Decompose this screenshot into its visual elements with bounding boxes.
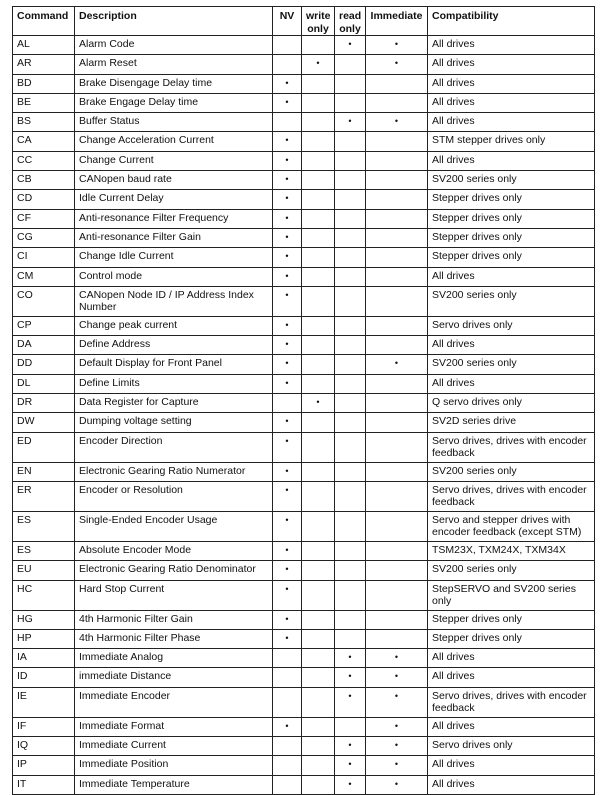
cell-compatibility: All drives [428,668,595,687]
cell-command: CC [13,151,75,170]
cell-nv: • [273,209,302,228]
cell-nv: • [273,511,302,541]
cell-nv: • [273,74,302,93]
cell-write-only [302,151,335,170]
cell-compatibility: Stepper drives only [428,190,595,209]
cell-write-only [302,462,335,481]
cell-immediate: • [366,55,428,74]
table-row [13,610,595,629]
table-row [13,432,595,462]
cell-nv: • [273,151,302,170]
cell-write-only [302,286,335,316]
table-row [13,55,595,74]
cell-nv [273,394,302,413]
cell-immediate [366,336,428,355]
table-row [13,171,595,190]
cell-compatibility: All drives [428,36,595,55]
cell-compatibility: All drives [428,74,595,93]
cell-description: Encoder Direction [75,432,273,462]
cell-command: ID [13,668,75,687]
cell-compatibility: TSM23X, TXM24X, TXM34X [428,541,595,560]
table-row [13,316,595,335]
table-row [13,151,595,170]
cell-read-only: • [335,113,366,132]
cell-description: 4th Harmonic Filter Gain [75,610,273,629]
cell-immediate [366,286,428,316]
cell-command: DW [13,413,75,432]
cell-description: Brake Disengage Delay time [75,74,273,93]
cell-immediate: • [366,717,428,736]
header-command: Command [13,7,75,36]
cell-compatibility: All drives [428,649,595,668]
cell-write-only [302,413,335,432]
cell-read-only: • [335,36,366,55]
table-row [13,336,595,355]
cell-write-only [302,113,335,132]
table-row [13,668,595,687]
cell-immediate [366,93,428,112]
cell-compatibility: All drives [428,336,595,355]
header-description: Description [75,7,273,36]
cell-read-only [335,629,366,648]
cell-description: Absolute Encoder Mode [75,541,273,560]
cell-compatibility: StepSERVO and SV200 series only [428,580,595,610]
cell-write-only [302,374,335,393]
cell-write-only [302,171,335,190]
cell-nv: • [273,717,302,736]
cell-immediate [366,511,428,541]
cell-read-only [335,511,366,541]
cell-description: Idle Current Delay [75,190,273,209]
cell-nv: • [273,610,302,629]
cell-command: IF [13,717,75,736]
cell-nv: • [273,93,302,112]
table-row [13,649,595,668]
cell-write-only [302,228,335,247]
cell-nv: • [273,374,302,393]
table-row [13,541,595,560]
cell-immediate [366,629,428,648]
cell-read-only [335,132,366,151]
cell-write-only [302,190,335,209]
cell-compatibility: Stepper drives only [428,610,595,629]
cell-write-only [302,717,335,736]
cell-command: CF [13,209,75,228]
cell-description: CANopen baud rate [75,171,273,190]
cell-compatibility: Q servo drives only [428,394,595,413]
cell-immediate [366,171,428,190]
cell-read-only [335,209,366,228]
cell-write-only [302,580,335,610]
cell-compatibility: Servo and stepper drives with encoder feedback (except STM) [428,511,595,541]
cell-compatibility: SV200 series only [428,561,595,580]
cell-description: Default Display for Front Panel [75,355,273,374]
cell-write-only [302,668,335,687]
cell-compatibility: SV200 series only [428,355,595,374]
cell-read-only [335,561,366,580]
table-row [13,113,595,132]
cell-immediate: • [366,649,428,668]
cell-nv: • [273,580,302,610]
cell-immediate: • [366,668,428,687]
cell-immediate [366,610,428,629]
cell-nv [273,55,302,74]
table-row [13,132,595,151]
cell-compatibility: All drives [428,55,595,74]
cell-read-only: • [335,775,366,794]
cell-command: CI [13,248,75,267]
cell-immediate [366,481,428,511]
cell-read-only: • [335,756,366,775]
cell-read-only: • [335,649,366,668]
cell-description: Encoder or Resolution [75,481,273,511]
cell-nv: • [273,413,302,432]
cell-nv: • [273,629,302,648]
cell-description: Electronic Gearing Ratio Denominator [75,561,273,580]
cell-write-only: • [302,394,335,413]
cell-write-only [302,561,335,580]
cell-read-only [335,413,366,432]
cell-immediate [366,413,428,432]
cell-description: Alarm Reset [75,55,273,74]
cell-description: immediate Distance [75,668,273,687]
cell-command: BD [13,74,75,93]
cell-command: HG [13,610,75,629]
cell-compatibility: All drives [428,717,595,736]
cell-nv: • [273,355,302,374]
table-row [13,737,595,756]
cell-command: DA [13,336,75,355]
cell-write-only [302,336,335,355]
cell-nv: • [273,228,302,247]
cell-compatibility: All drives [428,374,595,393]
cell-write-only [302,541,335,560]
table-row [13,580,595,610]
cell-command: ED [13,432,75,462]
cell-description: Immediate Temperature [75,775,273,794]
cell-description: Control mode [75,267,273,286]
table-row [13,228,595,247]
cell-command: IE [13,687,75,717]
cell-nv [273,775,302,794]
cell-compatibility: All drives [428,756,595,775]
cell-command: HP [13,629,75,648]
cell-read-only [335,432,366,462]
cell-immediate [366,209,428,228]
cell-write-only [302,209,335,228]
cell-read-only [335,394,366,413]
cell-command: EU [13,561,75,580]
header-read-only: read only [335,7,366,36]
table-row [13,462,595,481]
cell-read-only [335,55,366,74]
cell-description: Immediate Format [75,717,273,736]
cell-description: Change peak current [75,316,273,335]
cell-nv: • [273,481,302,511]
table-row [13,36,595,55]
cell-nv: • [273,171,302,190]
table-row [13,93,595,112]
header-compatibility: Compatibility [428,7,595,36]
cell-description: Immediate Analog [75,649,273,668]
cell-compatibility: Servo drives, drives with encoder feedback [428,432,595,462]
table-row [13,190,595,209]
cell-command: ES [13,511,75,541]
cell-compatibility: Servo drives only [428,316,595,335]
cell-nv [273,756,302,775]
cell-read-only [335,228,366,247]
cell-write-only [302,629,335,648]
table-row [13,74,595,93]
cell-compatibility: SV200 series only [428,171,595,190]
cell-compatibility: All drives [428,113,595,132]
table-row [13,248,595,267]
table-row [13,561,595,580]
cell-description: CANopen Node ID / IP Address Index Number [75,286,273,316]
cell-write-only [302,248,335,267]
cell-nv: • [273,248,302,267]
cell-nv: • [273,316,302,335]
table-row [13,756,595,775]
cell-write-only [302,610,335,629]
cell-immediate [366,248,428,267]
cell-read-only [335,481,366,511]
cell-read-only [335,717,366,736]
cell-read-only [335,374,366,393]
cell-write-only [302,511,335,541]
cell-description: Buffer Status [75,113,273,132]
cell-compatibility: All drives [428,151,595,170]
cell-write-only [302,481,335,511]
cell-read-only [335,74,366,93]
cell-immediate [366,561,428,580]
cell-nv: • [273,132,302,151]
cell-read-only: • [335,687,366,717]
cell-compatibility: Stepper drives only [428,209,595,228]
table-row [13,629,595,648]
cell-immediate [366,151,428,170]
table-row [13,355,595,374]
cell-command: DR [13,394,75,413]
cell-read-only [335,286,366,316]
cell-command: CD [13,190,75,209]
cell-command: AR [13,55,75,74]
cell-write-only [302,649,335,668]
cell-nv [273,113,302,132]
cell-write-only [302,737,335,756]
cell-nv: • [273,190,302,209]
cell-nv: • [273,541,302,560]
cell-read-only [335,93,366,112]
cell-read-only [335,248,366,267]
table-body [13,36,595,795]
cell-read-only [335,151,366,170]
cell-command: DD [13,355,75,374]
cell-immediate [366,228,428,247]
cell-compatibility: All drives [428,267,595,286]
cell-description: Immediate Current [75,737,273,756]
cell-nv [273,737,302,756]
table-row [13,511,595,541]
header-immediate: Immediate [366,7,428,36]
cell-compatibility: All drives [428,775,595,794]
cell-command: IA [13,649,75,668]
header-nv: NV [273,7,302,36]
cell-compatibility: All drives [428,93,595,112]
table-row [13,717,595,736]
cell-read-only [335,610,366,629]
cell-compatibility: SV200 series only [428,462,595,481]
cell-command: IT [13,775,75,794]
cell-compatibility: SV200 series only [428,286,595,316]
cell-immediate [366,462,428,481]
cell-read-only [335,316,366,335]
cell-description: Define Limits [75,374,273,393]
cell-compatibility: Stepper drives only [428,228,595,247]
cell-read-only [335,355,366,374]
cell-immediate [366,267,428,286]
cell-command: DL [13,374,75,393]
table-row [13,209,595,228]
cell-command: BS [13,113,75,132]
cell-command: CM [13,267,75,286]
cell-nv: • [273,432,302,462]
cell-read-only [335,171,366,190]
cell-immediate [366,374,428,393]
command-table [12,6,595,795]
cell-description: Immediate Encoder [75,687,273,717]
table-row [13,374,595,393]
cell-command: ER [13,481,75,511]
cell-read-only [335,267,366,286]
cell-compatibility: Servo drives, drives with encoder feedback [428,481,595,511]
cell-immediate: • [366,36,428,55]
cell-command: CB [13,171,75,190]
cell-description: Data Register for Capture [75,394,273,413]
cell-description: Anti-resonance Filter Gain [75,228,273,247]
cell-description: Alarm Code [75,36,273,55]
cell-compatibility: STM stepper drives only [428,132,595,151]
cell-description: Electronic Gearing Ratio Numerator [75,462,273,481]
cell-read-only [335,541,366,560]
cell-immediate: • [366,737,428,756]
cell-nv: • [273,336,302,355]
cell-read-only [335,190,366,209]
header-row [13,7,595,36]
cell-command: BE [13,93,75,112]
cell-compatibility: Stepper drives only [428,629,595,648]
cell-command: AL [13,36,75,55]
cell-description: Single-Ended Encoder Usage [75,511,273,541]
cell-description: Change Idle Current [75,248,273,267]
cell-nv: • [273,267,302,286]
cell-read-only: • [335,668,366,687]
cell-write-only [302,432,335,462]
cell-write-only [302,355,335,374]
cell-nv [273,649,302,668]
cell-nv [273,36,302,55]
cell-write-only [302,756,335,775]
cell-description: Change Acceleration Current [75,132,273,151]
cell-nv [273,687,302,717]
cell-command: CG [13,228,75,247]
cell-immediate: • [366,113,428,132]
cell-write-only [302,267,335,286]
cell-read-only [335,580,366,610]
cell-command: EN [13,462,75,481]
cell-immediate: • [366,687,428,717]
cell-compatibility: Servo drives only [428,737,595,756]
cell-command: IQ [13,737,75,756]
table-row [13,394,595,413]
cell-write-only [302,36,335,55]
cell-write-only [302,93,335,112]
cell-write-only [302,687,335,717]
cell-write-only [302,74,335,93]
table-row [13,413,595,432]
cell-nv: • [273,561,302,580]
cell-write-only: • [302,55,335,74]
cell-immediate: • [366,775,428,794]
cell-read-only [335,336,366,355]
cell-write-only [302,132,335,151]
cell-command: ES [13,541,75,560]
cell-nv: • [273,462,302,481]
table-row [13,687,595,717]
cell-command: HC [13,580,75,610]
cell-write-only [302,316,335,335]
cell-nv: • [273,286,302,316]
cell-immediate [366,190,428,209]
cell-immediate [366,432,428,462]
cell-immediate [366,74,428,93]
table-row [13,286,595,316]
cell-description: Immediate Position [75,756,273,775]
cell-immediate [366,541,428,560]
cell-compatibility: Stepper drives only [428,248,595,267]
cell-read-only: • [335,737,366,756]
cell-immediate [366,316,428,335]
cell-command: CO [13,286,75,316]
table-row [13,267,595,286]
cell-description: Brake Engage Delay time [75,93,273,112]
cell-nv [273,668,302,687]
header-write-only: write only [302,7,335,36]
cell-compatibility: Servo drives, drives with encoder feedback [428,687,595,717]
cell-compatibility: SV2D series drive [428,413,595,432]
cell-description: Dumping voltage setting [75,413,273,432]
cell-description: Define Address [75,336,273,355]
cell-immediate [366,394,428,413]
cell-immediate [366,580,428,610]
cell-command: CP [13,316,75,335]
table-row [13,481,595,511]
cell-read-only [335,462,366,481]
cell-description: Anti-resonance Filter Frequency [75,209,273,228]
cell-immediate [366,132,428,151]
cell-command: CA [13,132,75,151]
cell-immediate: • [366,355,428,374]
cell-command: IP [13,756,75,775]
cell-write-only [302,775,335,794]
cell-immediate: • [366,756,428,775]
cell-description: Change Current [75,151,273,170]
table-row [13,775,595,794]
cell-description: 4th Harmonic Filter Phase [75,629,273,648]
cell-description: Hard Stop Current [75,580,273,610]
